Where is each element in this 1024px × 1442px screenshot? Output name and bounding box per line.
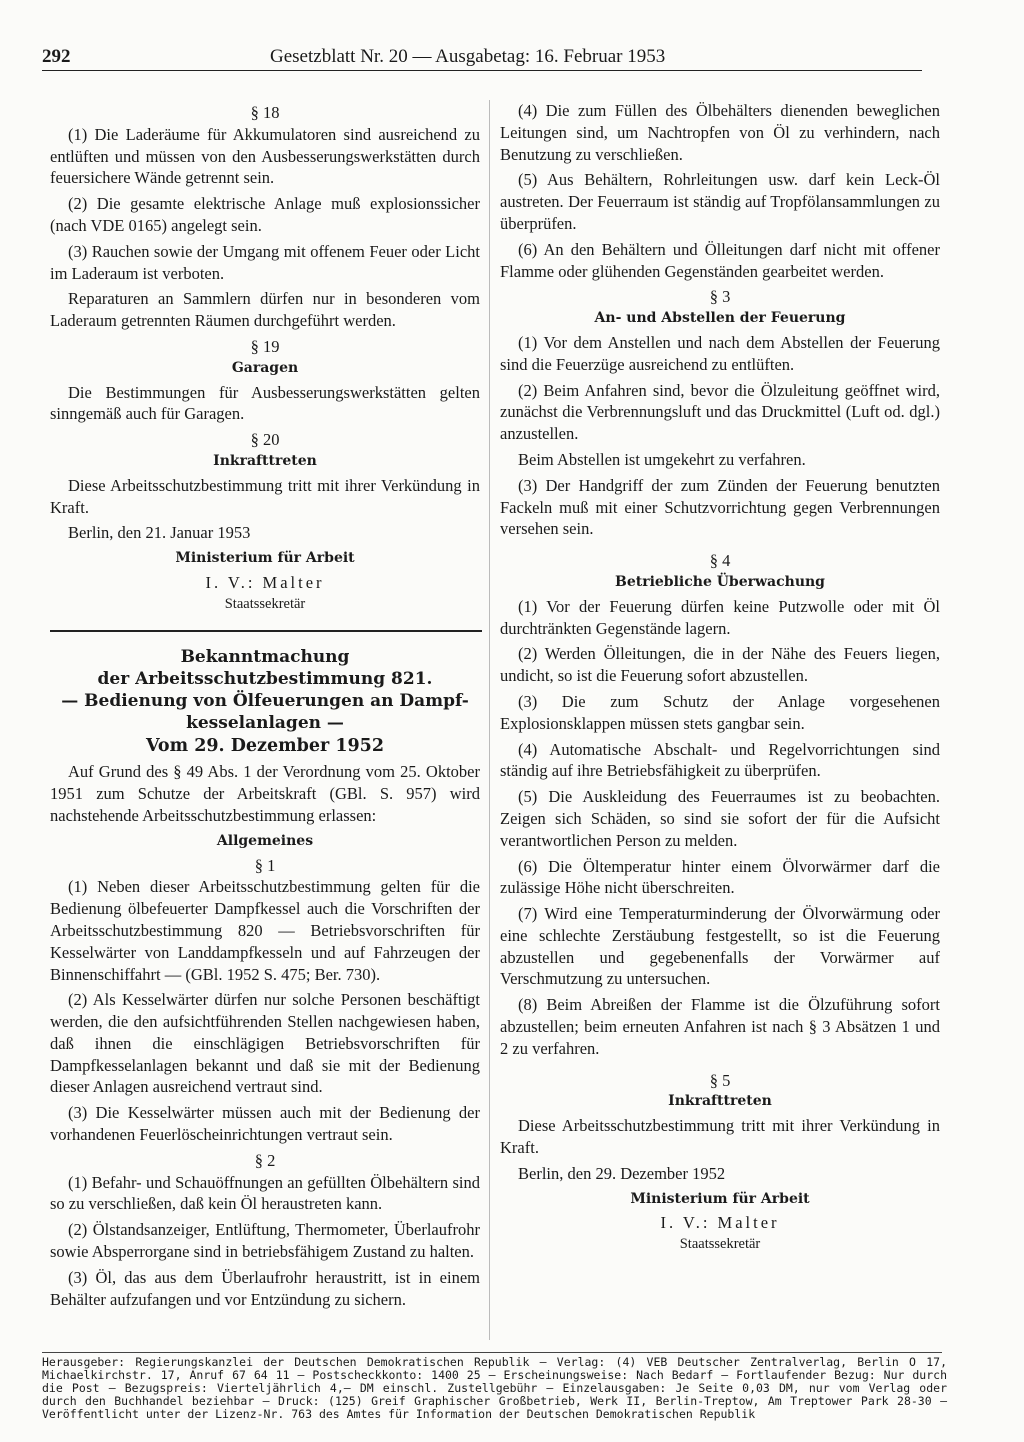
paragraph: (3) Die Kesselwärter müssen auch mit der Bedienung der vorhandenen Feuerlöscheinrichtungen vertraut sein.: [50, 1103, 480, 1145]
paragraph: (1) Die Laderäume für Akkumulatoren sind ausreichend zu entlüften und müssen von den Ausbesserungswerkstätten durch feuersichere Wände getrennt sein.: [50, 124, 480, 188]
announcement-title: — Bedienung von Ölfeuerungen an Dampf-: [61, 690, 469, 711]
section-19-number: § 19: [250, 336, 280, 356]
section-3-number: § 3: [709, 287, 731, 307]
announcement-date: Vom 29. Dezember 1952: [145, 735, 385, 756]
paragraph: Beim Abstellen ist umgekehrt zu verfahren.: [518, 449, 806, 469]
paragraph: Die Bestimmungen für Ausbesserungswerkstätten gelten sinngemäß auch für Garagen.: [50, 382, 480, 424]
paragraph: (1) Vor der Feuerung dürfen keine Putzwolle oder mit Öl durchtränkten Gegenstände lagern.: [500, 596, 940, 638]
section-2-number: § 2: [254, 1150, 276, 1170]
general-heading: Allgemeines: [216, 832, 314, 849]
paragraph: Auf Grund des § 49 Abs. 1 der Verordnung vom 25. Oktober 1951 zum Schutze der Arbeitskraft (GBl. S. 957) wird nachstehende Arbeitsschutzbestimmung erlassen:: [50, 762, 480, 825]
signature-signer: I. V.: Malter: [205, 572, 325, 592]
section-20-heading: Inkrafttreten: [213, 452, 317, 469]
signature-role: Staatssekretär: [679, 1236, 761, 1253]
paragraph: (1) Vor dem Anstellen und nach dem Abstellen der Feuerung sind die Feuerzüge ausreichend zu entlüften.: [500, 332, 940, 374]
paragraph: (2) Werden Ölleitungen, die in der Nähe des Feuers liegen, undicht, so ist die Feuerung sofort abzustellen.: [500, 644, 940, 686]
signature-signer: I. V.: Malter: [660, 1213, 780, 1233]
imprint-footer: Herausgeber: Regierungskanzlei der Deutschen Demokratischen Republik — Verlag: (4) VEB Deutscher Zentralverlag, Berlin O 17, Michaelkirchstr. 17, Anruf 67 64 11 — Postscheckkonto: 1400 25 — Erscheinungsweise: Nach Bedarf — Fortlaufender Bezug: Nur durch die Post — Bezugspreis: Vierteljährlich 4,— DM einschl. Zustellgebühr — Einzelausgaben: Je Seite 0,03 DM, nur vom Verlag oder durch den Buchhandel beziehbar — Druck: (125) Greif Graphischer Großbetrieb, Werk II, Berlin-Treptow, Am Treptower Park 28-30 — Veröffentlicht unter der Lizenz-Nr. 763 des Amtes für Information der Deutschen Demokratischen Republik: [42, 1355, 947, 1421]
signature-date: Berlin, den 29. Dezember 1952: [518, 1163, 726, 1183]
signature-ministry: Ministerium für Arbeit: [630, 1190, 810, 1207]
paragraph: (3) Öl, das aus dem Überlaufrohr heraustritt, ist in einem Behälter aufzufangen und vor Entzündung zu sichern.: [50, 1267, 480, 1309]
right-column: [500, 100, 940, 1256]
announcement-title: der Arbeitsschutzbestimmung 821.: [97, 668, 433, 689]
paragraph: (1) Befahr- und Schauöffnungen an gefüllten Ölbehältern sind so zu verschließen, daß kein Öl heraustreten kann.: [50, 1172, 480, 1214]
header-rule: [42, 70, 922, 71]
signature-ministry: Ministerium für Arbeit: [175, 550, 355, 567]
signature-role: Staatssekretär: [224, 595, 306, 612]
section-4-number: § 4: [709, 551, 731, 571]
paragraph: (5) Aus Behältern, Rohrleitungen usw. darf kein Leck-Öl austreten. Der Feuerraum ist ständig auf Tropfölansammlungen zu überprüfen.: [500, 170, 940, 233]
announcement-title: kesselanlagen —: [186, 712, 344, 733]
paragraph: (3) Die zum Schutz der Anlage vorgesehenen Explosionsklappen müssen stets gangbar sein.: [500, 691, 940, 733]
footer-rule: [42, 1352, 942, 1353]
section-3-heading: An- und Abstellen der Feuerung: [594, 310, 846, 327]
section-5-number: § 5: [709, 1070, 731, 1090]
paragraph: (3) Rauchen sowie der Umgang mit offenem Feuer oder Licht im Laderaum ist verboten.: [50, 241, 480, 283]
paragraph: (7) Wird eine Temperaturminderung der Ölvorwärmung oder eine schlechte Zerstäubung festgestellt, so ist die Feuerung abzustellen und gegebenenfalls der Vorwärmer auf Verschmutzung zu untersuchen.: [500, 904, 940, 989]
paragraph: (6) Die Öltemperatur hinter einem Ölvorwärmer darf die zulässige Höhe nicht überschreiten.: [500, 856, 940, 898]
paragraph: (5) Die Auskleidung des Feuerraumes ist zu beobachten. Zeigen sich Schäden, so sind sie sofort der für die Aufsicht verantwortlichen Person zu melden.: [500, 787, 940, 850]
page-number: 292: [42, 46, 71, 67]
paragraph: (1) Neben dieser Arbeitsschutzbestimmung gelten für die Bedienung ölbefeuerter Dampfkessel auch die Vorschriften der Arbeitsschutzbestimmung 820 — Betriebsvorschriften für Kesselwärter von Landdampfkesseln und auf Fahrzeugen der Binnenschiffahrt — (GBl. 1952 S. 475; Ber. 730).: [50, 877, 480, 984]
signature-date: Berlin, den 21. Januar 1953: [68, 523, 251, 543]
paragraph: (2) Beim Anfahren sind, bevor die Ölzuleitung geöffnet wird, zunächst die Verbrennungsluft und das Druckmittel (Luft od. dgl.) anzustellen.: [500, 380, 940, 444]
section-5-heading: Inkrafttreten: [668, 1093, 772, 1110]
paragraph: (6) An den Behältern und Ölleitungen darf nicht mit offener Flamme oder glühenden Gegenständen gearbeitet werden.: [500, 239, 940, 281]
paragraph: Diese Arbeitsschutzbestimmung tritt mit ihrer Verkündung in Kraft.: [50, 475, 480, 517]
paragraph: (4) Automatische Abschalt- und Regelvorrichtungen sind ständig auf ihre Betriebsfähigkeit zu überprüfen.: [500, 739, 940, 781]
left-column: [50, 100, 480, 1314]
paragraph: Reparaturen an Sammlern dürfen nur in besonderen vom Laderaum getrennten Räumen durchgeführt werden.: [50, 289, 480, 331]
paragraph: (8) Beim Abreißen der Flamme ist die Ölzuführung sofort abzustellen; beim erneuten Anfahren ist nach § 3 Absätzen 1 und 2 zu verfahren.: [500, 995, 940, 1058]
paragraph: Diese Arbeitsschutzbestimmung tritt mit ihrer Verkündung in Kraft.: [500, 1116, 940, 1158]
paragraph: (2) Die gesamte elektrische Anlage muß explosionssicher (nach VDE 0165) angelegt sein.: [50, 194, 480, 235]
running-title: Gesetzblatt Nr. 20 — Ausgabetag: 16. Februar 1953: [270, 46, 666, 67]
section-1-number: § 1: [254, 855, 276, 875]
column-divider: [489, 100, 490, 1340]
paragraph: (4) Die zum Füllen des Ölbehälters dienenden beweglichen Leitungen sind, um Nachtropfen von Öl zu verhindern, nach Benutzung zu verschließen.: [500, 101, 940, 164]
section-4-heading: Betriebliche Überwachung: [615, 573, 825, 590]
paragraph: (2) Als Kesselwärter dürfen nur solche Personen beschäftigt werden, die den aufsichtführenden Stellen nachgewiesen haben, daß ihnen die einschlägigen Betriebsvorschriften für Dampfkesselanlagen bekannt und daß sie mit der Bedienung dieser Anlagen ausreichend vertraut sind.: [50, 990, 480, 1097]
section-20-number: § 20: [250, 430, 280, 450]
paragraph: (3) Der Handgriff der zum Zünden der Feuerung benutzten Fackeln muß mit einer Schutzvorrichtung gegen Verbrennungen versehen sein.: [500, 475, 940, 539]
section-separator: [50, 630, 482, 632]
section-19-heading: Garagen: [231, 359, 299, 376]
section-18-number: § 18: [250, 103, 280, 122]
announcement-title: Bekanntmachung: [180, 646, 350, 667]
paragraph: (2) Ölstandsanzeiger, Entlüftung, Thermometer, Überlaufrohr sowie Absperrorgane sind in betriebsfähigem Zustand zu halten.: [50, 1220, 480, 1262]
